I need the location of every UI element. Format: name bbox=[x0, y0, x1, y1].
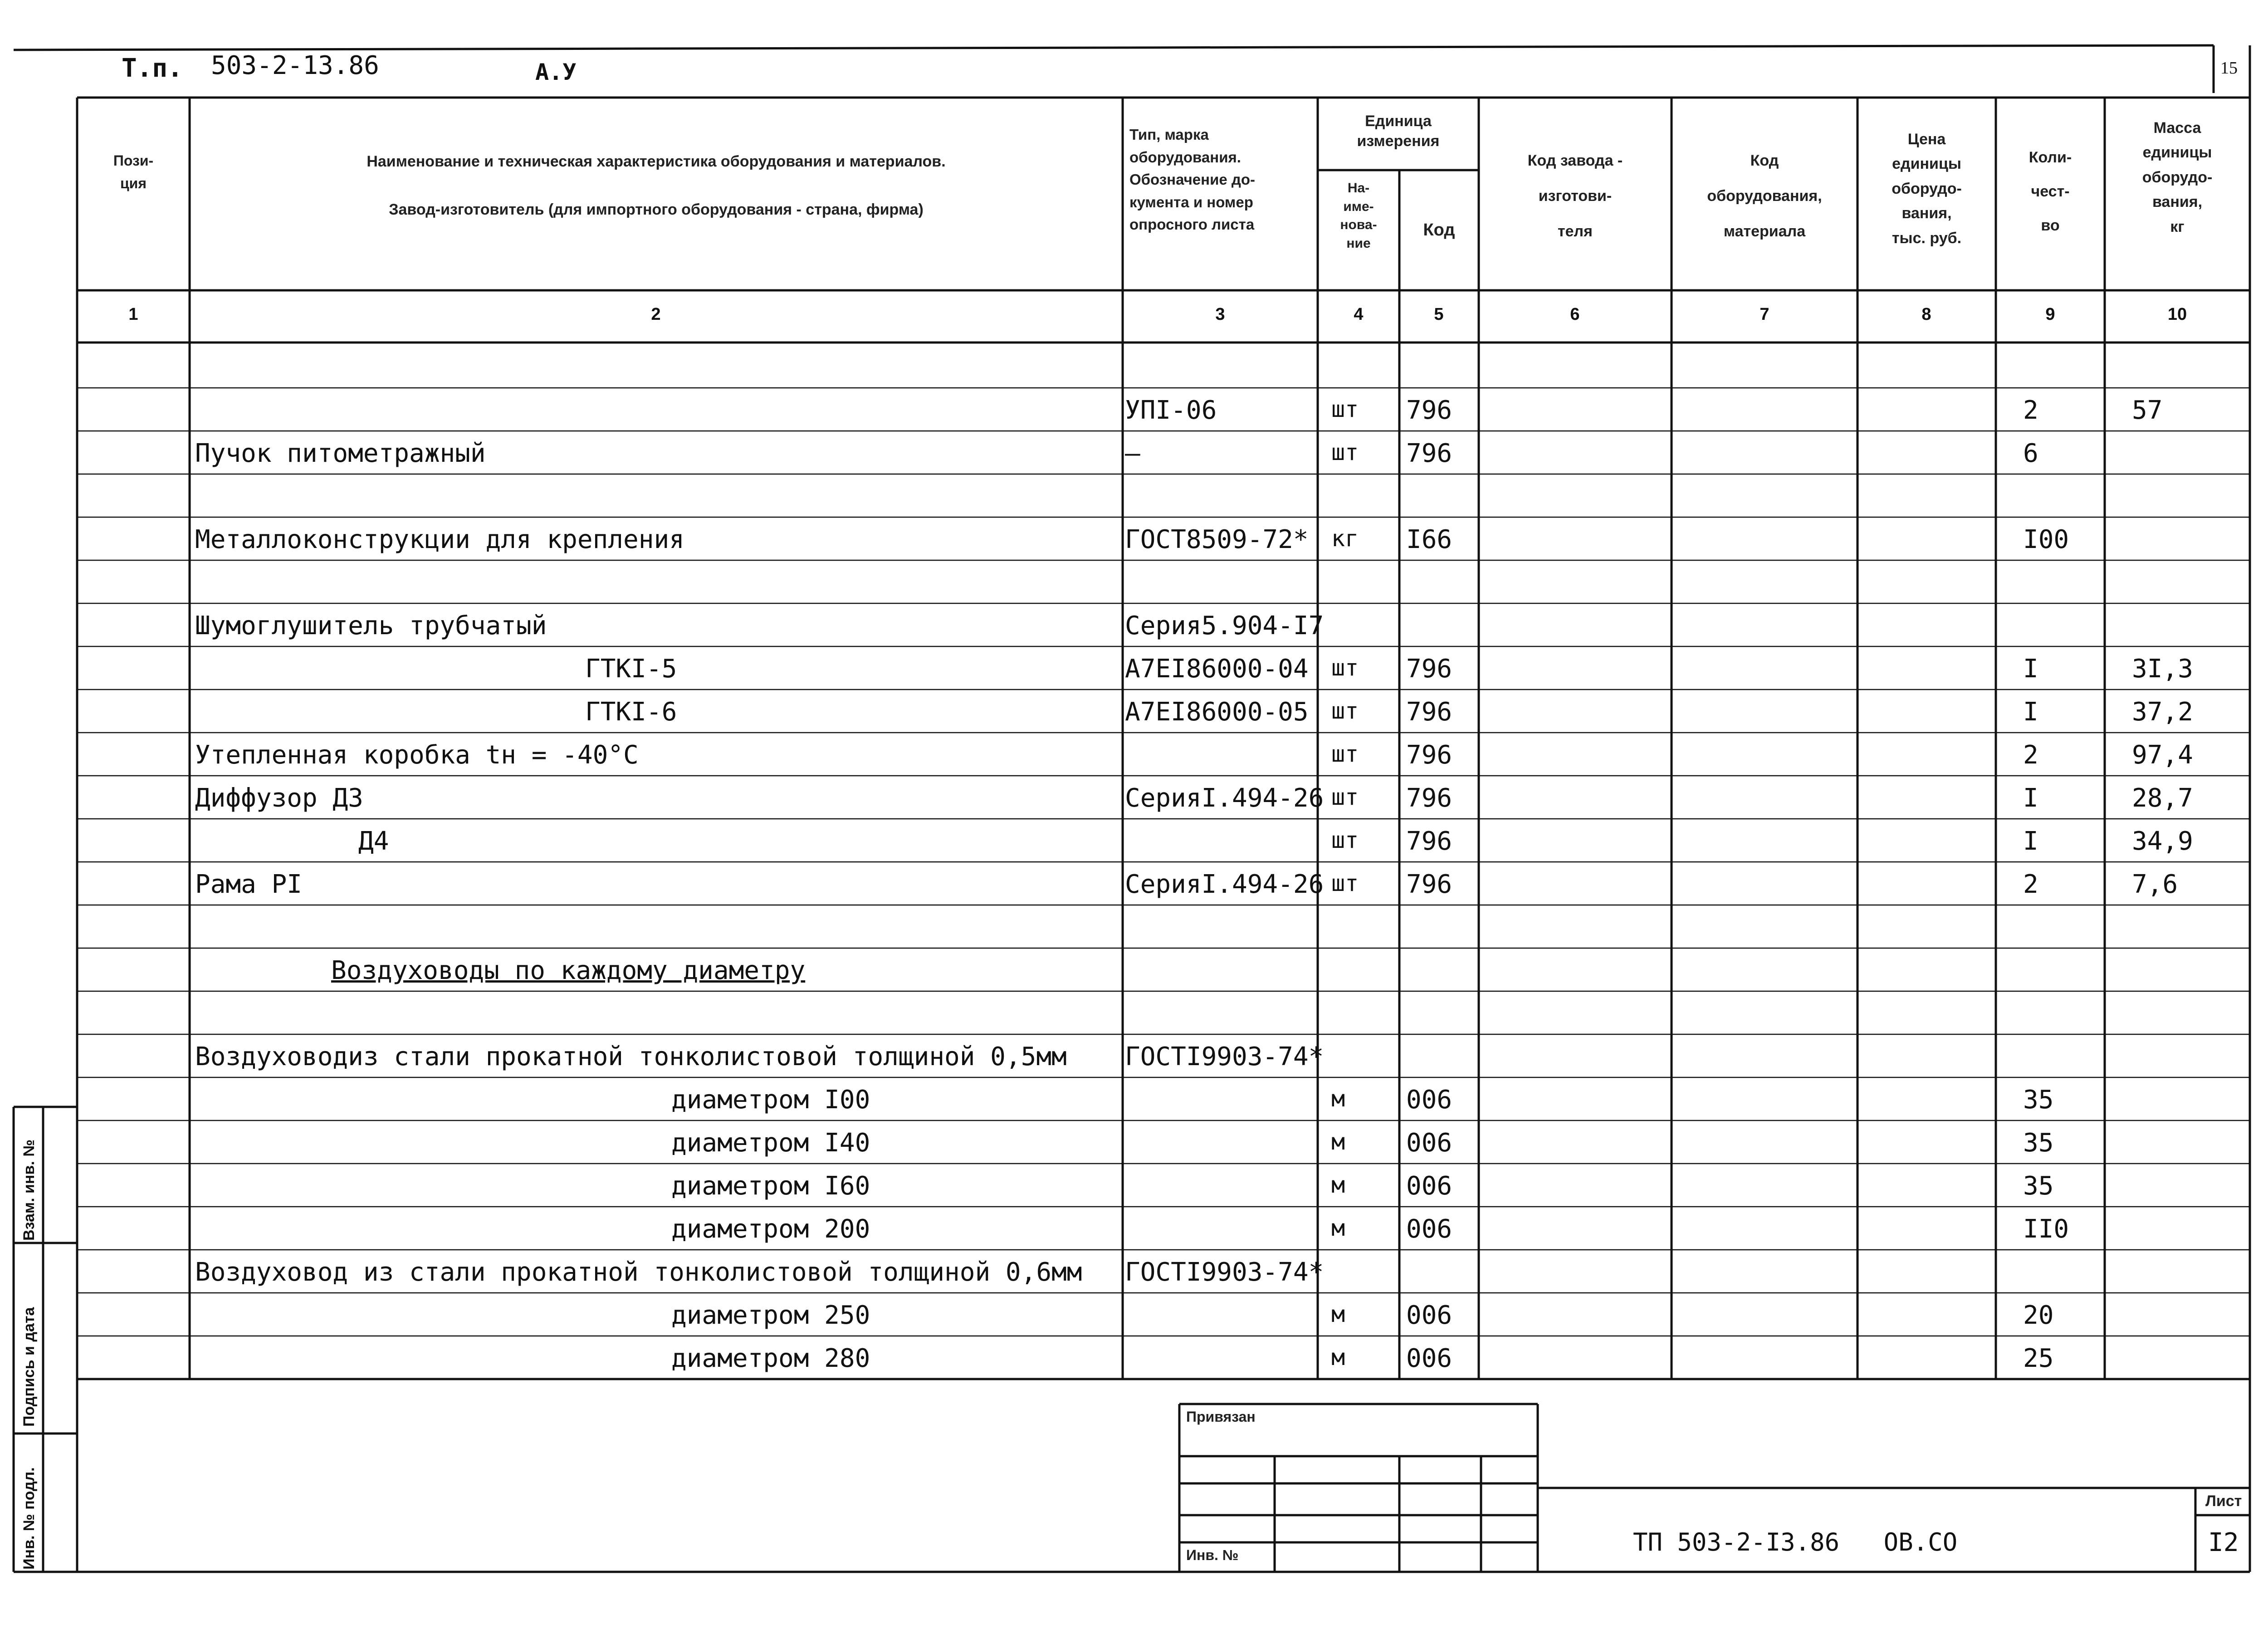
item-quantity: I bbox=[2023, 827, 2038, 856]
item-name: диаметром I60 bbox=[671, 1171, 870, 1201]
item-code: 796 bbox=[1406, 870, 1452, 899]
table-row bbox=[0, 517, 2268, 560]
column-number: 6 bbox=[1570, 305, 1580, 324]
column-number: 8 bbox=[1921, 305, 1931, 324]
item-unit: шт bbox=[1331, 439, 1359, 465]
column-number: 7 bbox=[1760, 305, 1769, 324]
item-name: диаметром I00 bbox=[671, 1085, 870, 1115]
table-row bbox=[0, 1207, 2268, 1250]
table-row bbox=[0, 991, 2268, 1034]
item-quantity: 6 bbox=[2023, 439, 2038, 468]
item-code: 796 bbox=[1406, 654, 1452, 684]
table-row bbox=[0, 776, 2268, 819]
item-name: диаметром I40 bbox=[671, 1128, 870, 1158]
header-factory-code: Код завода - изготови- теля bbox=[1527, 152, 1623, 240]
item-unit: м bbox=[1331, 1129, 1345, 1155]
item-name: Воздуховод из стали прокатной тонколистовой толщиной 0,6мм bbox=[195, 1257, 1082, 1287]
item-name: Шумоглушитель трубчатый bbox=[195, 611, 547, 641]
item-unit: м bbox=[1331, 1172, 1345, 1198]
item-quantity: 2 bbox=[2023, 870, 2038, 899]
table-row bbox=[0, 560, 2268, 603]
item-quantity: I bbox=[2023, 697, 2038, 727]
header-name-line1: Наименование и техническая характеристика оборудования и материалов. bbox=[367, 153, 946, 170]
column-number: 3 bbox=[1215, 305, 1225, 324]
item-mass: 3I,3 bbox=[2132, 654, 2193, 684]
tp-number: 503-2-13.86 bbox=[211, 51, 379, 80]
item-code: 006 bbox=[1406, 1301, 1452, 1330]
table-row bbox=[0, 431, 2268, 474]
item-type: СерияI.494-26 bbox=[1125, 783, 1324, 813]
item-unit: м bbox=[1331, 1301, 1345, 1327]
item-code: 796 bbox=[1406, 396, 1452, 425]
table-row bbox=[0, 819, 2268, 862]
item-unit: м bbox=[1331, 1215, 1345, 1241]
item-name: диаметром 280 bbox=[671, 1344, 870, 1373]
column-number: 1 bbox=[128, 305, 138, 324]
table-row bbox=[0, 388, 2268, 431]
table-row bbox=[0, 603, 2268, 646]
stamp-inv-no: Инв. № bbox=[1186, 1547, 1239, 1563]
table-row bbox=[0, 1293, 2268, 1336]
item-name: ГТКI-6 bbox=[585, 697, 677, 727]
header-position: Пози- ция bbox=[113, 152, 154, 191]
stamp-list-label: Лист bbox=[2205, 1492, 2242, 1510]
header-unit-code: Код bbox=[1423, 220, 1455, 240]
item-quantity: I bbox=[2023, 654, 2038, 684]
side-label-podpis: Подпись и дата bbox=[20, 1307, 38, 1427]
table-row bbox=[0, 1034, 2268, 1077]
stamp-privyazan: Привязан bbox=[1186, 1409, 1256, 1425]
item-quantity: 2 bbox=[2023, 740, 2038, 770]
item-quantity: 25 bbox=[2023, 1344, 2054, 1373]
item-mass: 97,4 bbox=[2132, 740, 2193, 770]
item-unit: кг bbox=[1331, 525, 1359, 552]
item-type: ГОСТI9903-74* bbox=[1125, 1257, 1324, 1287]
item-quantity: I00 bbox=[2023, 525, 2069, 554]
item-unit: шт bbox=[1331, 698, 1359, 724]
table-row bbox=[0, 474, 2268, 517]
item-name: Рама РI bbox=[195, 870, 303, 899]
item-quantity: 35 bbox=[2023, 1171, 2054, 1201]
column-number: 10 bbox=[2167, 305, 2187, 324]
item-unit: шт bbox=[1331, 870, 1359, 896]
item-name: Диффузор Д3 bbox=[195, 783, 363, 813]
item-quantity: 20 bbox=[2023, 1301, 2054, 1330]
table-row bbox=[0, 690, 2268, 733]
column-number: 2 bbox=[651, 305, 661, 324]
item-code: 796 bbox=[1406, 740, 1452, 770]
item-code: 796 bbox=[1406, 439, 1452, 468]
item-unit: шт bbox=[1331, 784, 1359, 810]
item-name: Металлоконструкции для крепления bbox=[195, 525, 684, 554]
table-row bbox=[0, 1120, 2268, 1164]
item-unit: шт bbox=[1331, 396, 1359, 422]
item-unit: шт bbox=[1331, 655, 1359, 681]
item-code: 006 bbox=[1406, 1171, 1452, 1201]
item-code: 006 bbox=[1406, 1344, 1452, 1373]
item-type: УПI-06 bbox=[1125, 396, 1217, 425]
header-quantity: Коли- чест- во bbox=[2028, 149, 2072, 234]
table-row bbox=[0, 345, 2268, 388]
header-type: Тип, марка оборудования. Обозначение до- кумента и номер опросного листа bbox=[1129, 126, 1255, 233]
side-label-inv: Инв. № подл. bbox=[20, 1467, 38, 1570]
header-mass: Масса единицы оборудо- вания, кг bbox=[2142, 119, 2213, 235]
header-unit-name: На- име- нова- ние bbox=[1340, 181, 1377, 251]
stamp-designation: ТП 503-2-I3.86 ОВ.СО bbox=[1633, 1528, 1958, 1556]
item-code: 006 bbox=[1406, 1085, 1452, 1115]
item-quantity: 35 bbox=[2023, 1128, 2054, 1158]
item-type: ГОСТ8509-72* bbox=[1125, 525, 1309, 554]
page-number: 15 bbox=[2220, 59, 2238, 78]
header-name-line2: Завод-изготовитель (для импортного оборудования - страна, фирма) bbox=[389, 201, 924, 218]
header-equipment-code: Код оборудования, материала bbox=[1707, 152, 1822, 240]
item-name: Пучок питометражный bbox=[195, 439, 486, 468]
item-code: 796 bbox=[1406, 783, 1452, 813]
item-type: Серия5.904-I7 bbox=[1125, 611, 1324, 641]
table-row bbox=[0, 1077, 2268, 1120]
item-unit: м bbox=[1331, 1344, 1345, 1370]
column-number: 4 bbox=[1354, 305, 1364, 324]
column-number: 5 bbox=[1434, 305, 1444, 324]
table-row bbox=[0, 905, 2268, 948]
item-quantity: II0 bbox=[2023, 1214, 2069, 1244]
table-row bbox=[0, 948, 2268, 991]
item-mass: 37,2 bbox=[2132, 697, 2193, 727]
item-type: А7ЕI86000-04 bbox=[1125, 654, 1309, 684]
stamp-list-number: I2 bbox=[2208, 1528, 2239, 1557]
item-name: диаметром 250 bbox=[671, 1301, 870, 1330]
item-type: А7ЕI86000-05 bbox=[1125, 697, 1309, 727]
item-quantity: 35 bbox=[2023, 1085, 2054, 1115]
item-code: 006 bbox=[1406, 1128, 1452, 1158]
item-unit: м bbox=[1331, 1086, 1345, 1112]
item-name: Утепленная коробка tн = -40°С bbox=[195, 740, 639, 770]
item-unit: шт bbox=[1331, 827, 1359, 853]
header-unit-group: Единица измерения bbox=[1357, 113, 1440, 150]
table-row bbox=[0, 1164, 2268, 1207]
item-code: I66 bbox=[1406, 525, 1452, 554]
header-price: Цена единицы оборудо- вания, тыс. руб. bbox=[1892, 131, 1962, 247]
item-unit: шт bbox=[1331, 741, 1359, 767]
column-number: 9 bbox=[2045, 305, 2055, 324]
table-row bbox=[0, 733, 2268, 776]
item-mass: 57 bbox=[2132, 396, 2163, 425]
item-mass: 28,7 bbox=[2132, 783, 2193, 813]
table-row bbox=[0, 646, 2268, 690]
item-name: диаметром 200 bbox=[671, 1214, 870, 1244]
item-type: ГОСТI9903-74* bbox=[1125, 1042, 1324, 1071]
item-mass: 7,6 bbox=[2132, 870, 2178, 899]
tp-label: Т.п. bbox=[122, 54, 183, 83]
item-mass: 34,9 bbox=[2132, 827, 2193, 856]
item-name: Воздуховоды по каждому диаметру bbox=[331, 956, 806, 985]
item-quantity: I bbox=[2023, 783, 2038, 813]
table-row bbox=[0, 1250, 2268, 1293]
item-code: 006 bbox=[1406, 1214, 1452, 1244]
album-label: А.У bbox=[535, 59, 577, 85]
item-name: Д4 bbox=[358, 827, 389, 856]
item-code: 796 bbox=[1406, 697, 1452, 727]
item-type: СерияI.494-26 bbox=[1125, 870, 1324, 899]
table-row bbox=[0, 1336, 2268, 1379]
item-name: ГТКI-5 bbox=[585, 654, 677, 684]
table-row bbox=[0, 862, 2268, 905]
item-name: Воздуховодиз стали прокатной тонколистовой толщиной 0,5мм bbox=[195, 1042, 1067, 1071]
item-type: – bbox=[1125, 439, 1140, 468]
side-label-vzam: Взам. инв. № bbox=[20, 1139, 38, 1241]
item-code: 796 bbox=[1406, 827, 1452, 856]
item-quantity: 2 bbox=[2023, 396, 2038, 425]
